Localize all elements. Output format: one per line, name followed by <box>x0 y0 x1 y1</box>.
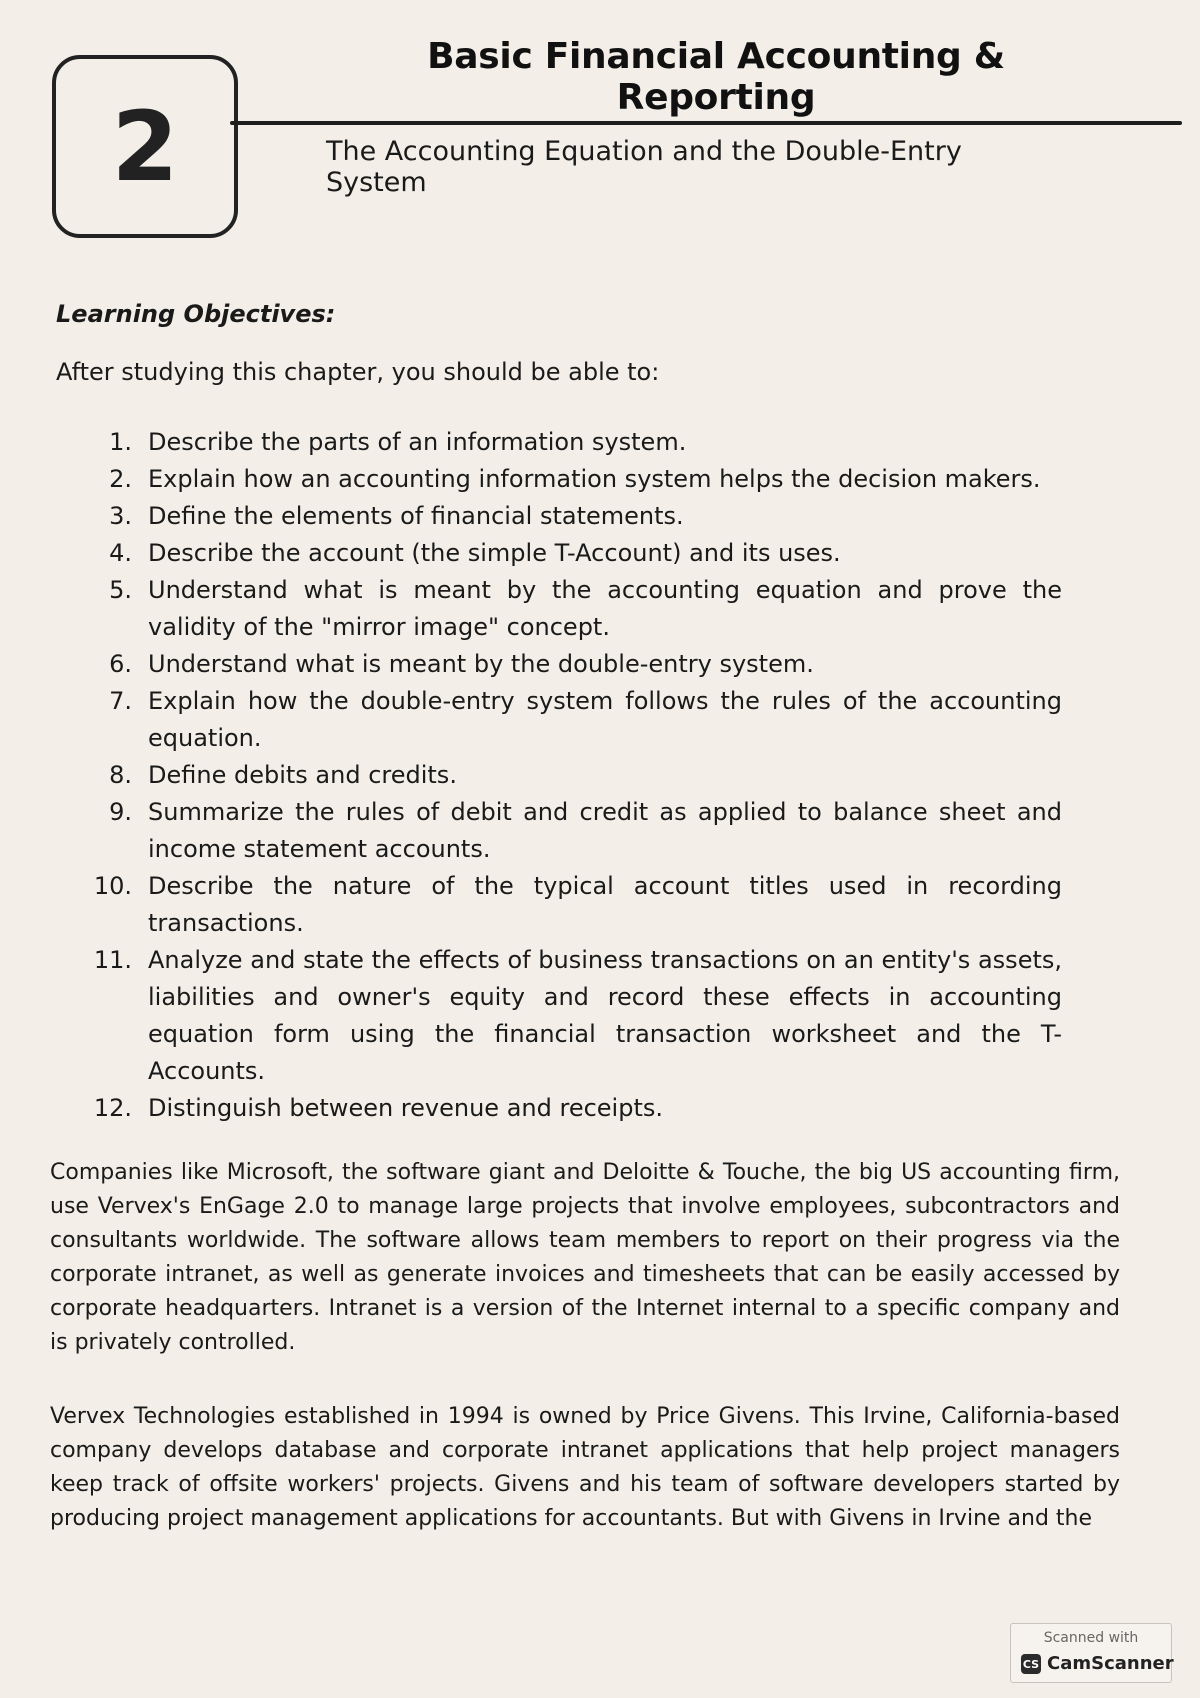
objective-number: 10. <box>93 872 132 900</box>
objective-item <box>76 868 1062 942</box>
objective-item <box>76 646 1062 683</box>
objective-number: 3. <box>109 502 132 530</box>
body-paragraph-1: Companies like Microsoft, the software giant and Deloitte & Touche, the big US accounting firm, use Vervex's EnGage 2.0 to manage large projects that involve employees, subcontractors and consultants worldwide. The software allows team members to report on their progress via the corporate intranet, as well as generate invoices and timesheets that can be easily accessed by corporate headquarters. Intranet is a version of the Internet internal to a specific company and is privately controlled. <box>50 1160 1120 1355</box>
objective-number: 2. <box>109 465 132 493</box>
objective-number: 11. <box>93 946 132 974</box>
objective-text: Explain how the double-entry system follows the rules of the accounting equation. <box>148 687 1062 752</box>
objective-text: Understand what is meant by the accounting equation and prove the validity of the "mirror image" concept. <box>148 576 1062 641</box>
objective-item <box>76 794 1062 868</box>
objective-number: 9. <box>109 798 132 826</box>
objective-number: 6. <box>109 650 132 678</box>
header-rule <box>230 121 1182 125</box>
objective-text: Describe the account (the simple T-Account) and its uses. <box>148 539 841 567</box>
objective-text: Distinguish between revenue and receipts. <box>148 1094 663 1122</box>
objective-number: 8. <box>109 761 132 789</box>
objective-number: 12. <box>93 1094 132 1122</box>
chapter-title: The Accounting Equation and the Double-Entry System <box>326 136 962 198</box>
objective-text: Summarize the rules of debit and credit as applied to balance sheet and income statement accounts. <box>148 798 1062 863</box>
objective-item <box>76 498 1062 535</box>
objective-text: Understand what is meant by the double-entry system. <box>148 650 814 678</box>
objectives-list <box>76 424 1062 1127</box>
objective-number: 4. <box>109 539 132 567</box>
learning-objectives-heading: Learning Objectives: <box>56 300 336 328</box>
objective-text: Explain how an accounting information system helps the decision makers. <box>148 465 1041 493</box>
objective-item <box>76 424 1062 461</box>
objective-item <box>76 757 1062 794</box>
book-title: Basic Financial Accounting & Reporting <box>427 36 1005 118</box>
scanner-brand: CamScanner <box>1047 1653 1174 1674</box>
scanner-badge-caption: Scanned with <box>1043 1630 1139 1646</box>
chapter-number-box <box>52 55 238 238</box>
objective-number: 1. <box>109 428 132 456</box>
objective-number: 7. <box>109 687 132 715</box>
scanner-badge <box>1010 1623 1172 1683</box>
objective-item <box>76 572 1062 646</box>
objective-item <box>76 683 1062 757</box>
objective-item <box>76 535 1062 572</box>
chapter-number: 2 <box>111 90 179 203</box>
objective-text: Analyze and state the effects of business transactions on an entity's assets, liabilities and owner's equity and record these effects in accounting equation form using the financial transaction worksheet and the T-Accounts. <box>148 946 1062 1085</box>
camscanner-logo-icon: CS <box>1021 1654 1041 1674</box>
objective-text: Describe the parts of an information system. <box>148 428 687 456</box>
objective-number: 5. <box>109 576 132 604</box>
objective-item <box>76 1090 1062 1127</box>
objective-item <box>76 942 1062 1090</box>
learning-objectives-intro: After studying this chapter, you should be able to: <box>56 358 660 386</box>
objective-text: Define debits and credits. <box>148 761 457 789</box>
objective-item <box>76 461 1062 498</box>
objective-text: Define the elements of financial statements. <box>148 502 684 530</box>
objective-text: Describe the nature of the typical account titles used in recording transactions. <box>148 872 1062 937</box>
body-paragraph-2: Vervex Technologies established in 1994 is owned by Price Givens. This Irvine, California-based company develops database and corporate intranet applications that help project managers keep track of offsite workers' projects. Givens and his team of software developers started by producing project management applications for accountants. But with Givens in Irvine and the <box>50 1404 1120 1531</box>
